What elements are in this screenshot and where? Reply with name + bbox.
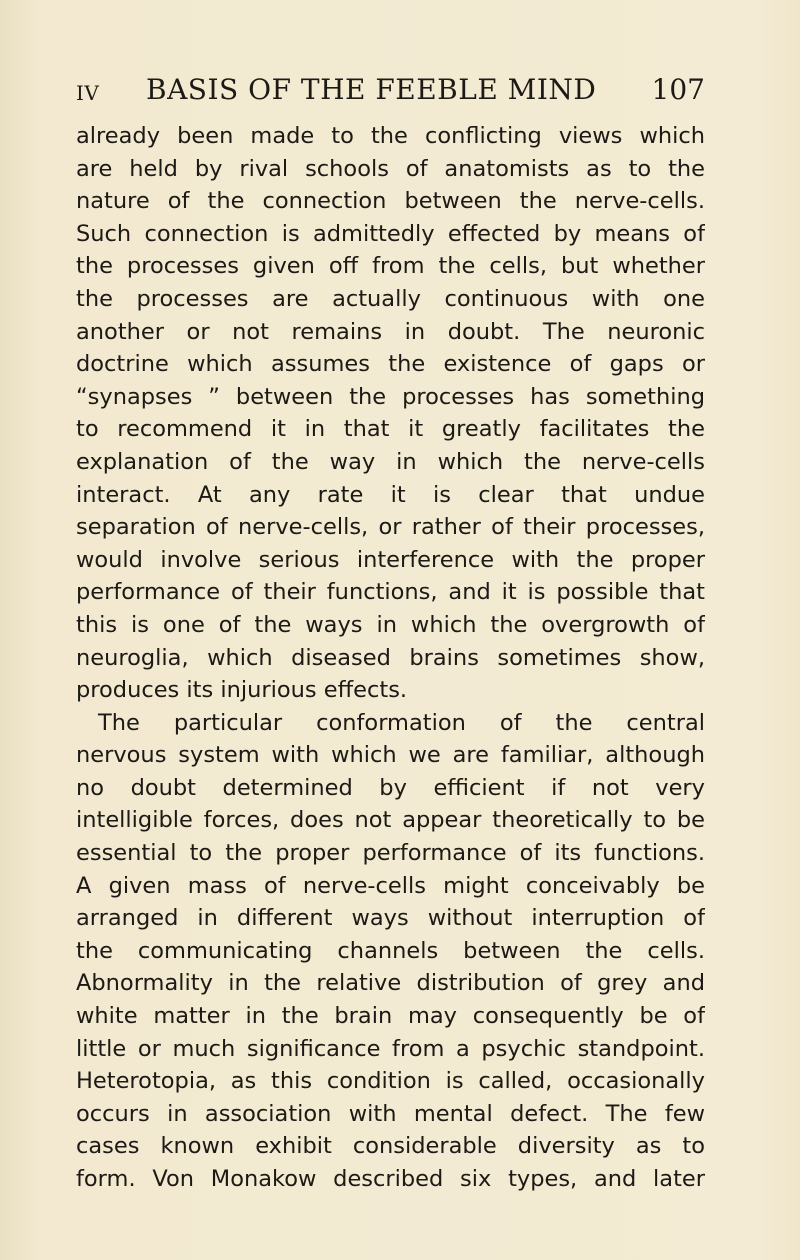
- text-line: the processes are actually continuous with one: [76, 285, 705, 312]
- running-head: [76, 70, 705, 110]
- text-line: essential to the proper performance of its functions.: [76, 840, 705, 867]
- text-line: explanation of the way in which the nerve-cells: [76, 448, 705, 475]
- text-line: arranged in different ways without interruption of: [76, 905, 705, 932]
- text-line: white matter in the brain may consequently be of: [76, 1003, 705, 1030]
- text-line: separation of nerve-cells, or rather of their processes,: [76, 514, 705, 541]
- text-line: doctrine which assumes the existence of gaps or: [76, 351, 705, 378]
- text-line: occurs in association with mental defect. The few: [76, 1100, 705, 1127]
- section-number: IV: [76, 81, 100, 105]
- text-line: nature of the connection between the nerve-cells.: [76, 188, 705, 215]
- paragraph-first-line: The particular conformation of the central: [98, 709, 705, 736]
- text-line: cases known exhibit considerable diversity as to: [76, 1133, 705, 1160]
- text-line: this is one of the ways in which the overgrowth of: [76, 611, 705, 638]
- text-line: another or not remains in doubt. The neuronic: [76, 318, 705, 345]
- text-line: form. Von Monakow described six types, and later: [76, 1166, 705, 1192]
- text-line: nervous system with which we are familiar, although: [76, 742, 705, 769]
- text-line: neuroglia, which diseased brains sometimes show,: [76, 644, 705, 671]
- text-line: little or much significance from a psychic standpoint.: [76, 1035, 705, 1062]
- text-line: “synapses ” between the processes has something: [76, 383, 705, 410]
- text-line: Abnormality in the relative distribution of grey and: [76, 970, 705, 997]
- text-line: the processes given off from the cells, but whether: [76, 253, 705, 280]
- text-line: A given mass of nerve-cells might conceivably be: [76, 872, 705, 899]
- text-line: would involve serious interference with the proper: [76, 546, 705, 573]
- page-number: 107: [651, 73, 705, 106]
- text-line: already been made to the conflicting views which: [76, 123, 705, 149]
- text-line: Heterotopia, as this condition is called, occasionally: [76, 1068, 705, 1095]
- text-line: no doubt determined by efficient if not very: [76, 774, 705, 801]
- text-line: produces its injurious effects.: [76, 677, 408, 704]
- text-line: to recommend it in that it greatly facilitates the: [76, 416, 705, 443]
- text-line: are held by rival schools of anatomists as to the: [76, 155, 705, 182]
- text-line: Such connection is admittedly effected by means of: [76, 220, 705, 247]
- text-line: performance of their functions, and it is possible that: [76, 579, 705, 606]
- body-text: [76, 120, 705, 1196]
- text-line: the communicating channels between the cells.: [76, 937, 705, 964]
- text-line: intelligible forces, does not appear theoretically to be: [76, 807, 705, 834]
- text-line: interact. At any rate it is clear that undue: [76, 481, 705, 508]
- running-title: BASIS OF THE FEEBLE MIND: [146, 73, 597, 106]
